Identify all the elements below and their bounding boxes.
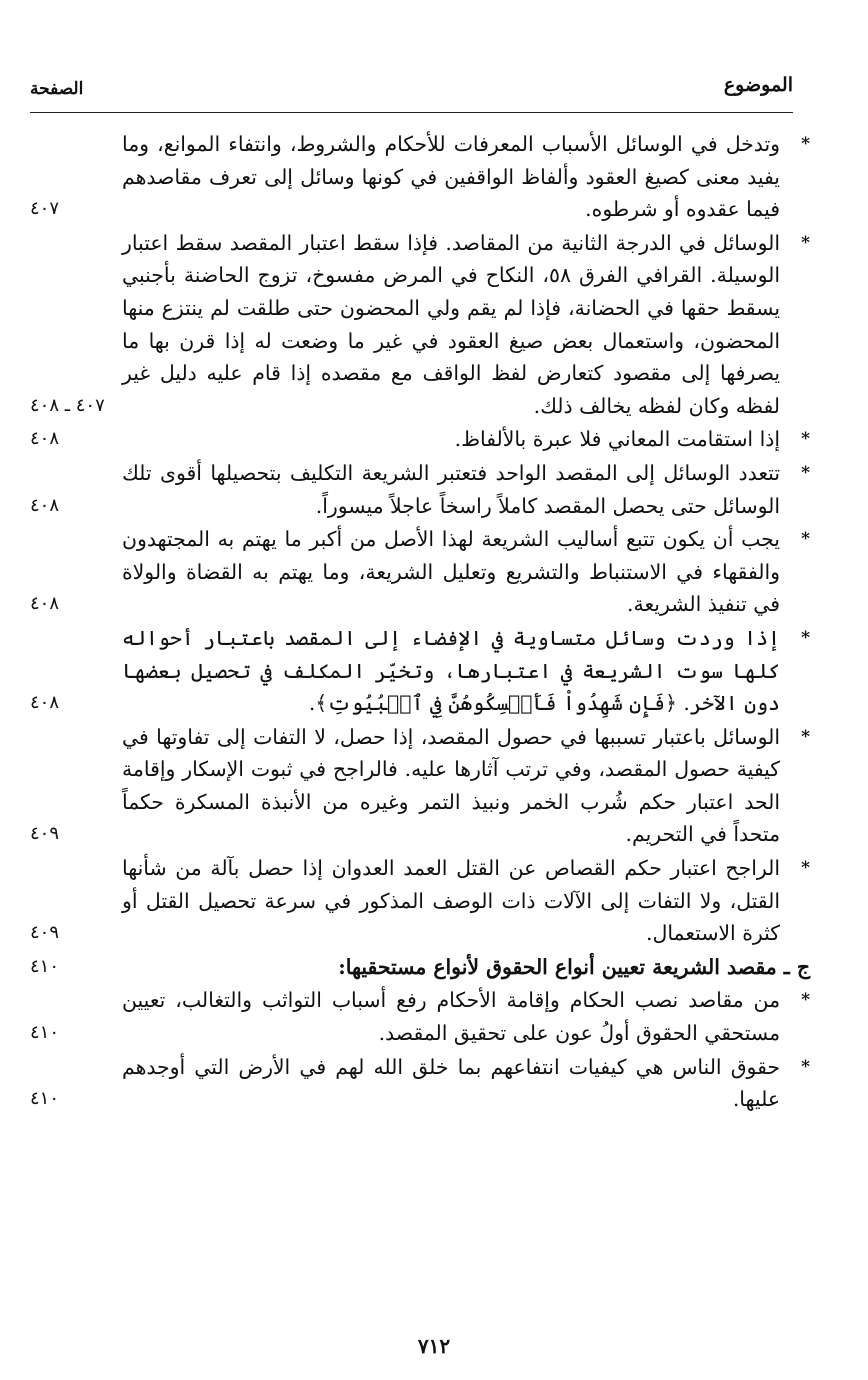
- entry-marker: *: [801, 726, 810, 747]
- entry-marker: *: [801, 529, 810, 550]
- entry-page-number: ٤٠٨: [30, 428, 60, 450]
- entry-page-number: ٤٠٨: [30, 692, 60, 714]
- entry-page-number: ٤١٠: [30, 1088, 60, 1110]
- section-heading-text: ج ـ مقصد الشريعة تعيين أنواع الحقوق لأنواع مستحقيها:: [338, 954, 810, 979]
- entry-text: من مقاصد نصب الحكام وإقامة الأحكام رفع أسباب التواثب والتغالب، تعيين مستحقي الحقوق أولُ عون على تحقيق المقصد.: [122, 988, 780, 1046]
- entry-text: وتدخل في الوسائل الأسباب المعرفات للأحكام والشروط، وانتفاء الموانع، وما يفيد معنى كصيغ العقود وألفاظ الواقفين في كونها وسائل إلى تعرف مقاصدهم فيما عقدوه أو شرطوه.: [122, 132, 780, 222]
- index-entry: [30, 128, 810, 226]
- entry-page-number: ٤٠٩: [30, 823, 60, 845]
- entry-marker: *: [801, 429, 810, 450]
- entry-page-number: ٤٠٧ ـ ٤٠٨: [30, 394, 105, 416]
- entry-marker: *: [801, 462, 810, 483]
- index-entry: [30, 423, 810, 456]
- column-header-page: الصفحة: [30, 79, 84, 99]
- entry-marker: *: [801, 1056, 810, 1077]
- page-folio: ٧١٢: [417, 1334, 451, 1358]
- entry-marker: *: [801, 627, 810, 648]
- header-rule: [30, 112, 793, 113]
- index-entry: [30, 523, 810, 621]
- entry-text: إذا استقامت المعاني فلا عبرة بالألفاظ.: [454, 427, 780, 452]
- entry-text: تتعدد الوسائل إلى المقصد الواحد فتعتبر الشريعة التكليف بتحصيلها أقوى تلك الوسائل حتى يحصل المقصد كاملاً راسخاً عاجلاً ميسوراً.: [122, 460, 780, 518]
- entry-page-number: ٤٠٨: [30, 593, 60, 615]
- index-entry: [30, 622, 810, 720]
- entry-page-number: ٤٠٨: [30, 494, 60, 516]
- index-entry: [30, 227, 810, 423]
- entry-page-number: ٤٠٧: [30, 198, 60, 220]
- entry-page-number: ٤١٠: [30, 955, 60, 977]
- index-entry: [30, 721, 810, 851]
- entry-text: يجب أن يكون تتبع أساليب الشريعة لهذا الأصل من أكبر ما يهتم به المجتهدون والفقهاء في الاستنباط والتشريع وتعليل الشريعة، وما يهتم به القضاة والولاة في تنفيذ الشريعة.: [122, 527, 780, 617]
- index-entry: [30, 852, 810, 950]
- entry-text: الوسائل باعتبار تسببها في حصول المقصد، إذا حصل، لا التفات إلى تفاوتها في كيفية حصول المقصد، وفي ترتب آثارها عليه. فالراجح في ثبوت الإسكار وإقامة الحد اعتبار حكم شُرب الخمر ونبيذ التمر وغيره من الأنبذة المسكرة حكماً متحداً في التحريم.: [122, 724, 780, 847]
- index-entry: [30, 457, 810, 522]
- index-entry: [30, 1051, 810, 1116]
- section-heading: [30, 951, 810, 984]
- column-header-subject: الموضوع: [723, 74, 793, 96]
- entry-text: إذا وردت وسائل متساوية في الإفضاء إلى المقصد باعتبار أحواله كلها سوت الشريعة في اعتبارها، وتخيّر المكلف في تحصيل بعضها دون الآخر. ﴿فَإِن شَهِدُواْ فَأَمۡسِكُوهُنَّ فِي ٱلۡبُيُوتِ﴾.: [122, 625, 780, 716]
- entry-text: حقوق الناس هي كيفيات انتفاعهم بما خلق الله لهم في الأرض التي أوجدهم عليها.: [122, 1054, 780, 1112]
- index-entries: [30, 128, 810, 1117]
- entry-page-number: ٤١٠: [30, 1022, 60, 1044]
- index-entry: [30, 984, 810, 1049]
- entry-page-number: ٤٠٩: [30, 922, 60, 944]
- entry-marker: *: [801, 990, 810, 1011]
- entry-text: الوسائل في الدرجة الثانية من المقاصد. فإذا سقط اعتبار المقصد سقط اعتبار الوسيلة. القرافي الفرق ٥٨، النكاح في المرض مفسوخ، تزوج الحاضنة بأجنبي يسقط حقها في الحضانة، فإذا لم يقم ولي المحضون حتى طلقت لم ينتزع منها المحضون، واستعمال بعض صيغ العقود في غير ما وضعت له إذا قرن بها ما يصرفها إلى مقصود كتعارض لفظ الواقف مع مقصده إذا قام عليه دليل غير لفظه وكان لفظه يخالف ذلك.: [122, 230, 780, 418]
- entry-text: الراجح اعتبار حكم القصاص عن القتل العمد العدوان إذا حصل بآلة من شأنها القتل، ولا التفات إلى الآلات ذات الوصف المذكور في سرعة تحصيل القتل أو كثرة الاستعمال.: [122, 856, 780, 946]
- entry-marker: *: [801, 134, 810, 154]
- entry-marker: *: [801, 858, 810, 879]
- entry-marker: *: [801, 232, 810, 253]
